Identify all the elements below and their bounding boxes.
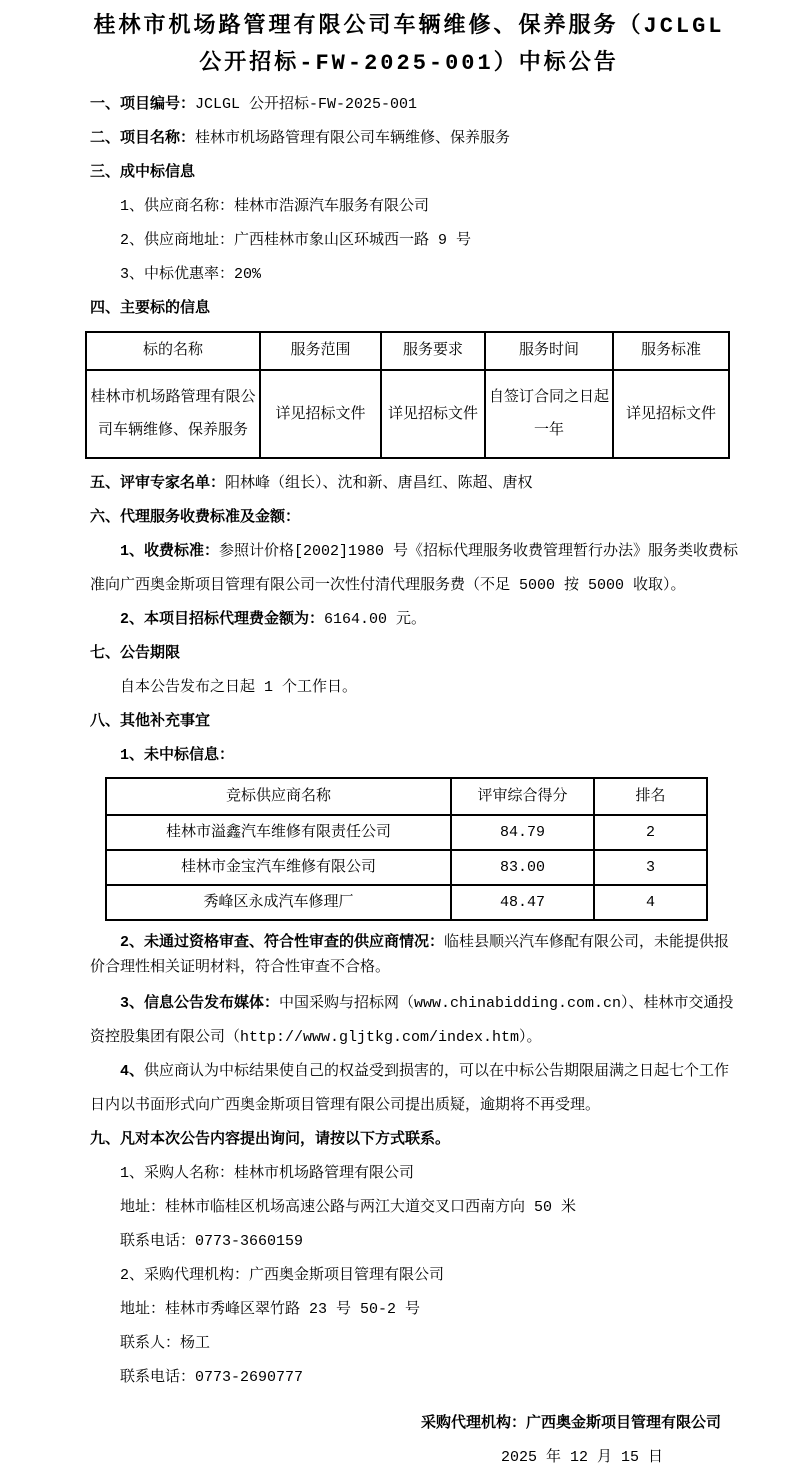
- footer-agency-signature: 采购代理机构：广西奥金斯项目管理有限公司: [420, 1415, 721, 1432]
- publish-media-paragraph: [90, 987, 743, 1055]
- cell-service-time: 自签订合同之日起一年: [485, 370, 613, 458]
- agency-fee-line: [90, 603, 743, 637]
- section-4-heading: 四、主要标的信息: [90, 300, 211, 317]
- project-number-label: 一、项目编号：: [90, 96, 196, 113]
- winning-discount-rate: 3、中标优惠率：20%: [120, 266, 262, 283]
- disqualified-suppliers-label: 2、未通过资格审查、符合性审查的供应商情况：: [120, 934, 445, 951]
- project-number-line: [90, 88, 743, 122]
- fee-standard-label: 1、收费标准：: [120, 543, 220, 560]
- objection-notice-paragraph: [90, 1055, 743, 1123]
- main-table-header-row: [86, 332, 729, 370]
- agency-contact-person-line: 联系人：杨工: [120, 1335, 211, 1352]
- cell-review-score: 84.79: [451, 815, 594, 850]
- cell-service-scope: 详见招标文件: [260, 370, 381, 458]
- winning-supplier-address: 2、供应商地址：广西桂林市象山区环城西一路 9 号: [120, 232, 472, 249]
- cell-service-standard: 详见招标文件: [613, 370, 729, 458]
- disqualified-suppliers-paragraph: [90, 930, 743, 980]
- announcement-period-text: 自本公告发布之日起 1 个工作日。: [120, 679, 358, 696]
- losing-table-row: [106, 885, 707, 920]
- fee-standard-text: 参照计价格[2002]1980 号《招标代理服务收费管理暂行办法》服务类收费标准向广西奥金斯项目管理有限公司一次性付清代理服务费（不足 5000 按 5000 收取）。: [90, 543, 739, 594]
- title-line-2: 公开招标-FW-2025-001）中标公告: [199, 51, 619, 76]
- footer-date: 2025 年 12 月 15 日: [500, 1449, 663, 1466]
- header-service-requirement: 服务要求: [381, 332, 485, 370]
- cell-service-requirement: 详见招标文件: [381, 370, 485, 458]
- losing-table-row: [106, 815, 707, 850]
- header-target-name: 标的名称: [86, 332, 260, 370]
- title-line-1: 桂林市机场路管理有限公司车辆维修、保养服务（JCLGL: [93, 14, 725, 39]
- cell-bidder-name: 桂林市金宝汽车维修有限公司: [106, 850, 451, 885]
- losing-bidders-table: [105, 777, 708, 921]
- cell-review-score: 83.00: [451, 850, 594, 885]
- section-3-heading: 三、成中标信息: [90, 164, 196, 181]
- expert-list-label: 五、评审专家名单：: [90, 475, 226, 492]
- cell-bidder-name: 秀峰区永成汽车修理厂: [106, 885, 451, 920]
- purchaser-name-line: 1、采购人名称：桂林市机场路管理有限公司: [120, 1165, 415, 1182]
- cell-bidder-name: 桂林市溢鑫汽车维修有限责任公司: [106, 815, 451, 850]
- section-9-heading: 九、凡对本次公告内容提出询问，请按以下方式联系。: [90, 1131, 451, 1148]
- project-number-value: JCLGL 公开招标-FW-2025-001: [195, 96, 418, 113]
- cell-rank: 3: [594, 850, 707, 885]
- agency-name-line: 2、采购代理机构：广西奥金斯项目管理有限公司: [120, 1267, 445, 1284]
- header-service-standard: 服务标准: [613, 332, 729, 370]
- footer: [90, 1407, 743, 1475]
- fee-standard-paragraph: [90, 535, 743, 603]
- section-7-heading: 七、公告期限: [90, 645, 181, 662]
- document-title: [60, 8, 758, 82]
- cell-rank: 4: [594, 885, 707, 920]
- losing-table-row: [106, 850, 707, 885]
- cell-target-name: 桂林市机场路管理有限公司车辆维修、保养服务: [86, 370, 260, 458]
- disqualified-suppliers-text: 临桂县顺兴汽车修配有限公司，未能提供报价合理性相关证明材料，符合性审查不合格。: [90, 934, 730, 976]
- cell-review-score: 48.47: [451, 885, 594, 920]
- section-8-heading: 八、其他补充事宜: [90, 713, 211, 730]
- publish-media-text: 中国采购与招标网（www.chinabidding.com.cn）、桂林市交通投资控股集团有限公司（http://www.gljtkg.com/index.htm）。: [90, 995, 734, 1046]
- agency-phone-line: 联系电话：0773-2690777: [120, 1369, 304, 1386]
- project-name-value: 桂林市机场路管理有限公司车辆维修、保养服务: [195, 130, 511, 147]
- agency-fee-value: 6164.00 元。: [324, 611, 427, 628]
- expert-list-line: [90, 467, 743, 501]
- agency-address-line: 地址：桂林市秀峰区翠竹路 23 号 50-2 号: [120, 1301, 421, 1318]
- project-name-line: [90, 122, 743, 156]
- cell-rank: 2: [594, 815, 707, 850]
- purchaser-phone-line: 联系电话：0773-3660159: [120, 1233, 304, 1250]
- losing-table-header-row: [106, 778, 707, 815]
- winning-supplier-name: 1、供应商名称：桂林市浩源汽车服务有限公司: [120, 198, 430, 215]
- losing-bid-info-label: 1、未中标信息：: [120, 747, 235, 764]
- main-bid-info-table: [85, 331, 730, 459]
- project-name-label: 二、项目名称：: [90, 130, 196, 147]
- header-rank: 排名: [594, 778, 707, 815]
- header-review-score: 评审综合得分: [451, 778, 594, 815]
- objection-notice-number: 4、: [120, 1063, 145, 1080]
- expert-list-value: 阳林峰（组长）、沈和新、唐昌红、陈超、唐权: [225, 475, 533, 492]
- publish-media-label: 3、信息公告发布媒体：: [120, 995, 280, 1012]
- header-service-time: 服务时间: [485, 332, 613, 370]
- purchaser-address-line: 地址：桂林市临桂区机场高速公路与两江大道交叉口西南方向 50 米: [120, 1199, 577, 1216]
- section-6-heading: 六、代理服务收费标准及金额：: [90, 509, 301, 526]
- agency-fee-label: 2、本项目招标代理费金额为：: [120, 611, 325, 628]
- objection-notice-text: 供应商认为中标结果使自己的权益受到损害的，可以在中标公告期限届满之日起七个工作日内以书面形式向广西奥金斯项目管理有限公司提出质疑，逾期将不再受理。: [90, 1063, 730, 1114]
- header-bidder-name: 竞标供应商名称: [106, 778, 451, 815]
- header-service-scope: 服务范围: [260, 332, 381, 370]
- main-table-row: [86, 370, 729, 458]
